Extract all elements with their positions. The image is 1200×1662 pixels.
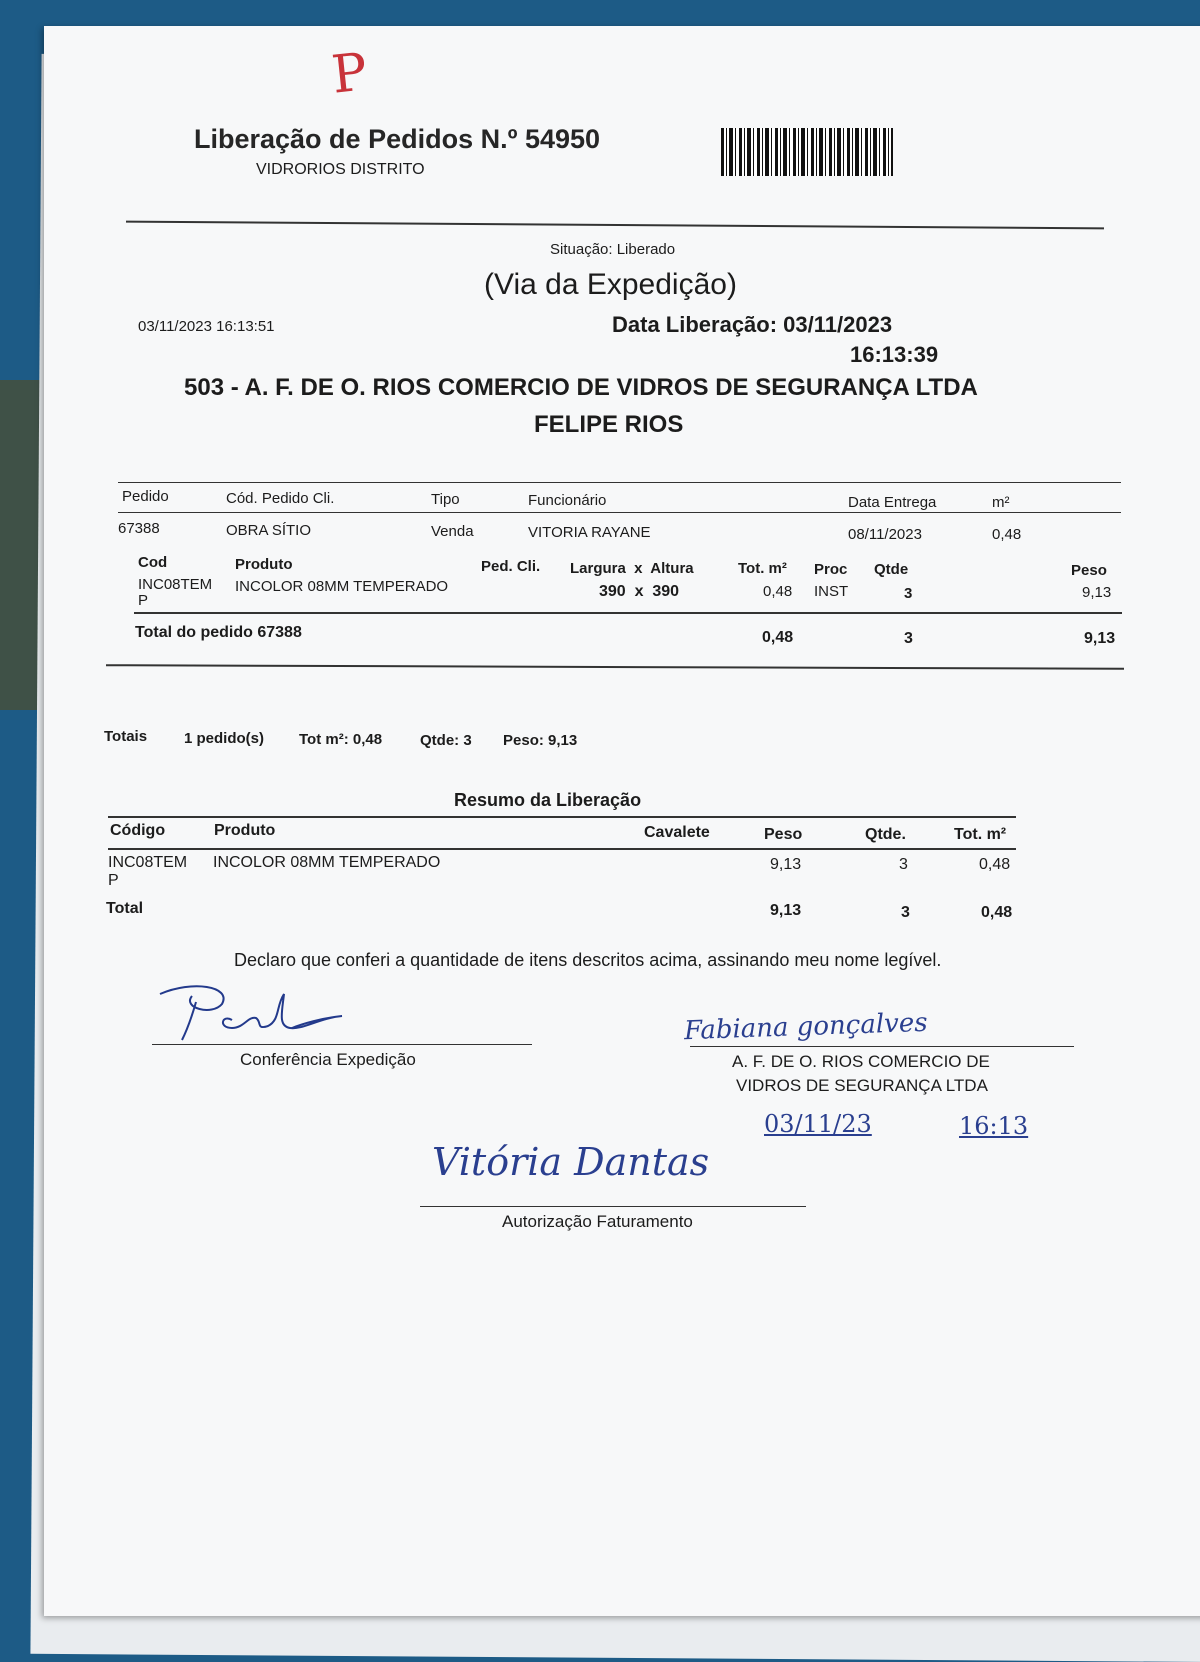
printed-timestamp: 03/11/2023 16:13:51 xyxy=(138,318,275,335)
summary-product: INCOLOR 08MM TEMPERADO xyxy=(213,854,441,871)
item-col-cod: Cod xyxy=(138,554,168,571)
item-peso: 9,13 xyxy=(1082,584,1112,601)
summary-peso: 9,13 xyxy=(770,856,802,873)
item-col-ped-cli: Ped. Cli. xyxy=(481,558,541,575)
summary-qtde: 3 xyxy=(899,856,908,873)
item-dimensions: 390 x 390 xyxy=(599,583,680,600)
order-total-m2: 0,48 xyxy=(762,629,794,646)
client-name-line2: VIDROS DE SEGURANÇA LTDA xyxy=(736,1076,988,1095)
summary-col-cavalete: Cavalete xyxy=(644,824,710,841)
document-sheet xyxy=(44,26,1200,1616)
header-divider xyxy=(126,221,1104,230)
page-title: Liberação de Pedidos N.º 54950 xyxy=(194,124,601,154)
summary-top-rule xyxy=(108,816,1016,818)
summary-total-qtde: 3 xyxy=(901,904,910,921)
summary-header-rule xyxy=(108,848,1016,850)
order-total-peso: 9,13 xyxy=(1084,630,1116,647)
authorization-label: Autorização Faturamento xyxy=(502,1212,693,1231)
client-name-line1: A. F. DE O. RIOS COMERCIO DE xyxy=(732,1052,990,1071)
col-m2: m² xyxy=(992,494,1010,511)
item-proc: INST xyxy=(814,583,849,600)
order-type: Venda xyxy=(431,523,474,540)
item-qtde: 3 xyxy=(904,585,913,602)
totals-m2: Tot m²: 0,48 xyxy=(299,731,383,748)
client-signature-line xyxy=(690,1046,1074,1047)
order-m2: 0,48 xyxy=(992,526,1022,543)
background-edge xyxy=(0,380,40,710)
item-col-qtde: Qtde xyxy=(874,561,909,578)
client-signature: Fabiana gonçalves xyxy=(683,1007,929,1047)
copy-label: (Via da Expedição) xyxy=(484,268,737,301)
handwritten-mark: P xyxy=(328,42,371,106)
summary-code-line1: INC08TEM xyxy=(108,854,188,871)
status-text: Situação: Liberado xyxy=(550,241,676,258)
col-pedido: Pedido xyxy=(122,488,169,505)
summary-col-peso: Peso xyxy=(764,826,803,843)
item-product: INCOLOR 08MM TEMPERADO xyxy=(235,578,449,595)
summary-total-m2: 0,48 xyxy=(981,904,1013,921)
expedition-signature xyxy=(152,976,372,1046)
expedition-label: Conferência Expedição xyxy=(240,1050,416,1069)
summary-col-qtde: Qtde. xyxy=(865,826,906,843)
col-tipo: Tipo xyxy=(431,491,460,508)
customer-name: 503 - A. F. DE O. RIOS COMERCIO DE VIDROS DE SEGURANÇA LTDA xyxy=(184,374,978,401)
totals-qtde: Qtde: 3 xyxy=(420,732,472,749)
summary-tot-m2: 0,48 xyxy=(979,856,1011,873)
client-order-code: OBRA SÍTIO xyxy=(226,522,312,539)
release-date: Data Liberação: 03/11/2023 xyxy=(612,312,893,337)
employee-name: VITORIA RAYANE xyxy=(528,524,651,541)
summary-col-tot-m2: Tot. m² xyxy=(954,826,1007,843)
order-top-rule xyxy=(118,482,1121,483)
summary-col-produto: Produto xyxy=(214,822,276,839)
col-cod-cli: Cód. Pedido Cli. xyxy=(226,490,335,507)
summary-title: Resumo da Liberação xyxy=(454,790,642,810)
item-col-proc: Proc xyxy=(814,561,848,578)
totals-orders: 1 pedido(s) xyxy=(184,730,265,747)
barcode xyxy=(721,128,893,176)
release-time: 16:13:39 xyxy=(850,342,939,367)
order-total-qtde: 3 xyxy=(904,630,913,647)
summary-total-label: Total xyxy=(106,900,144,917)
summary-code-line2: P xyxy=(108,872,119,889)
order-number: 67388 xyxy=(118,520,160,537)
handwritten-time: 16:13 xyxy=(959,1112,1029,1140)
order-header-rule xyxy=(118,512,1121,513)
expedition-signature-line xyxy=(152,1044,532,1045)
summary-col-codigo: Código xyxy=(110,822,166,839)
summary-total-peso: 9,13 xyxy=(770,902,802,919)
authorization-signature-line xyxy=(420,1206,806,1207)
contact-name: FELIPE RIOS xyxy=(534,411,684,438)
delivery-date: 08/11/2023 xyxy=(848,526,922,543)
item-total-rule xyxy=(134,612,1122,614)
order-total-label: Total do pedido 67388 xyxy=(135,624,302,641)
authorization-signature: Vitória Dantas xyxy=(432,1140,710,1184)
col-funcionario: Funcionário xyxy=(528,492,607,509)
item-code-line1: INC08TEM xyxy=(138,576,213,593)
item-code-line2: P xyxy=(138,592,149,609)
item-col-tot-m2: Tot. m² xyxy=(738,560,787,577)
order-bottom-rule xyxy=(106,664,1124,670)
totals-peso: Peso: 9,13 xyxy=(503,732,578,749)
handwritten-date: 03/11/23 xyxy=(764,1110,872,1138)
totals-label: Totais xyxy=(104,728,148,745)
item-col-dims: Largura x Altura xyxy=(570,560,694,577)
item-col-produto: Produto xyxy=(235,556,293,573)
col-data-entrega: Data Entrega xyxy=(848,494,937,511)
item-tot-m2: 0,48 xyxy=(763,583,793,600)
branch-name: VIDRORIOS DISTRITO xyxy=(256,161,425,178)
item-col-peso: Peso xyxy=(1071,562,1107,579)
declaration-text: Declaro que conferi a quantidade de itens descritos acima, assinando meu nome legível. xyxy=(234,950,942,970)
